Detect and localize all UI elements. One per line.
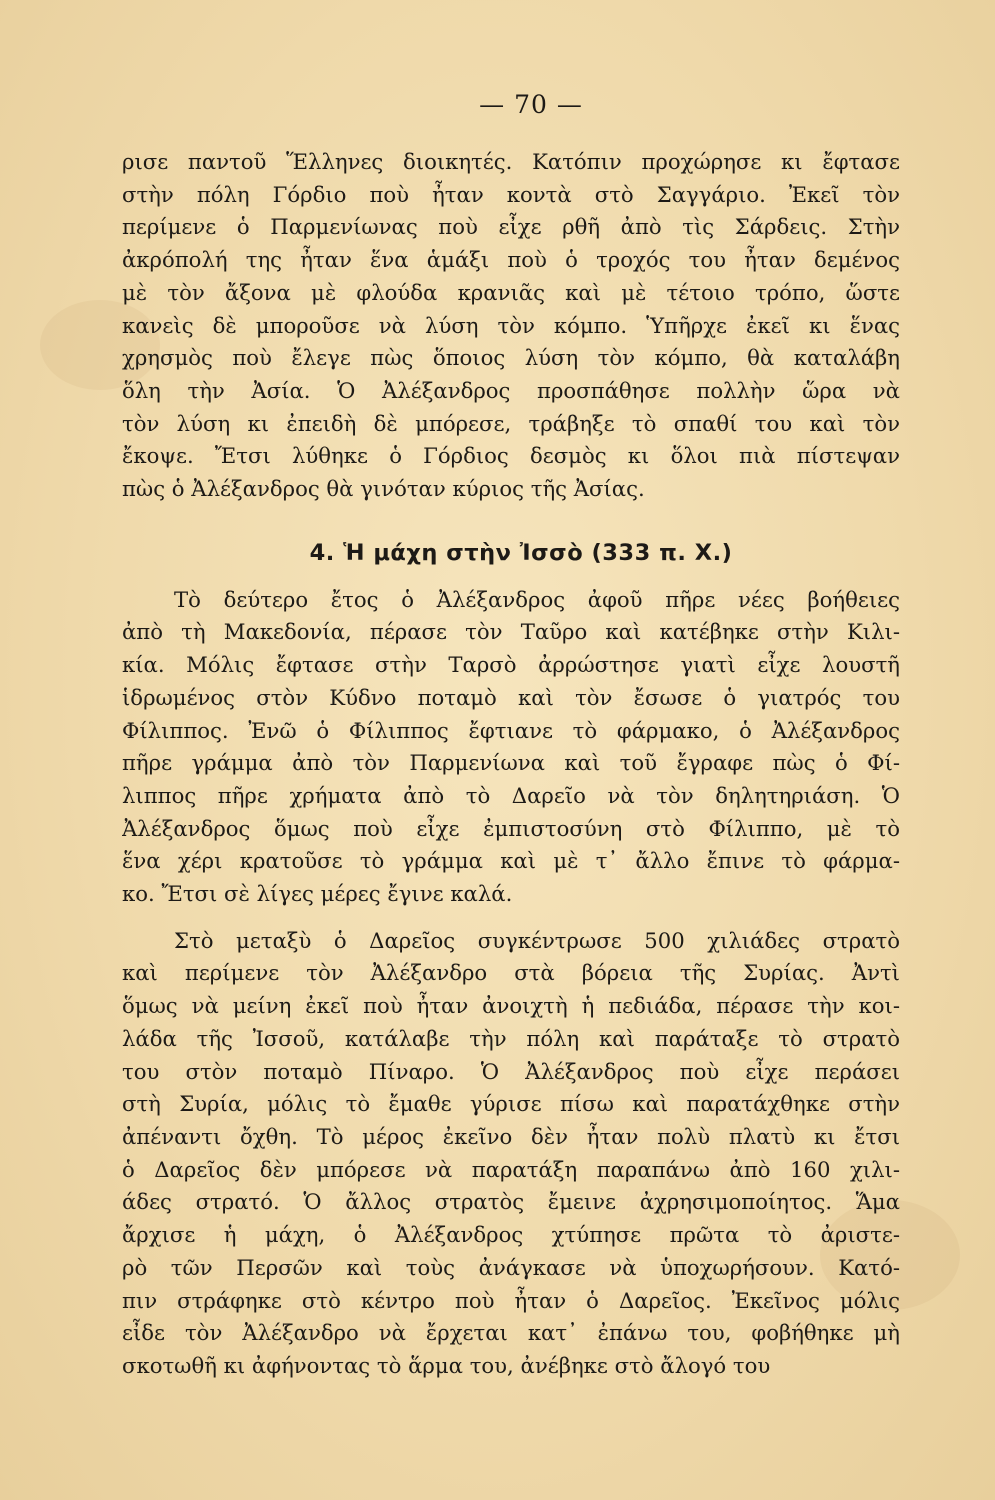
text-line: τὸν λύση κι ἐπειδὴ δὲ μπόρεσε, τράβηξε τὸ σπαθί του καὶ τὸν bbox=[122, 410, 900, 436]
text-line: Τὸ δεύτερο ἔτος ὁ Ἀλέξανδρος ἀφοῦ πῆρε νέες βοήθειες bbox=[174, 586, 900, 612]
text-line: πὼς ὁ Ἀλέξανδρος θὰ γινόταν κύριος τῆς Ἀσίας. bbox=[122, 476, 645, 502]
section-heading: 4. Ἡ μάχη στὴν Ἰσσὸ (333 π. Χ.) bbox=[309, 539, 733, 566]
text-line: κανεὶς δὲ μποροῦσε νὰ λύση τὸν κόμπο. Ὑπῆρχε ἐκεῖ κι ἕνας bbox=[122, 312, 900, 338]
text-line: κο. Ἔτσι σὲ λίγες μέρες ἔγινε καλά. bbox=[122, 881, 513, 907]
text-line: Στὸ μεταξὺ ὁ Δαρεῖος συγκέντρωσε 500 χιλιάδες στρατὸ bbox=[174, 927, 900, 953]
text-line: σκοτωθῆ κι ἀφήνοντας τὸ ἅρμα του, ἀνέβηκε στὸ ἄλογό του bbox=[122, 1352, 771, 1378]
text-line: ἀπὸ τὴ Μακεδονία, πέρασε τὸν Ταῦρο καὶ κατέβηκε στὴν Κιλι- bbox=[122, 619, 900, 645]
text-line: ἄρχισε ἡ μάχη, ὁ Ἀλέξανδρος χτύπησε πρῶτα τὸ ἀριστε- bbox=[122, 1222, 900, 1248]
text-line: του στὸν ποταμὸ Πίναρο. Ὁ Ἀλέξανδρος ποὺ εἶχε περάσει bbox=[122, 1058, 900, 1084]
text-line: Ἀλέξανδρος ὅμως ποὺ εἶχε ἐμπιστοσύνη στὸ Φίλιππο, μὲ τὸ bbox=[122, 815, 900, 841]
text-line: πιν στράφηκε στὸ κέντρο ποὺ ἦταν ὁ Δαρεῖος. Ἐκεῖνος μόλις bbox=[122, 1287, 900, 1313]
text-line: ὅλη τὴν Ἀσία. Ὁ Ἀλέξανδρος προσπάθησε πολλὴν ὥρα νὰ bbox=[122, 377, 900, 403]
text-line: λιππος πῆρε χρήματα ἀπὸ τὸ Δαρεῖο νὰ τὸν δηλητηριάση. Ὁ bbox=[122, 782, 900, 808]
text-line: ρὸ τῶν Περσῶν καὶ τοὺς ἀνάγκασε νὰ ὑποχωρήσουν. Κατό- bbox=[122, 1254, 900, 1280]
text-line: ἔκοψε. Ἔτσι λύθηκε ὁ Γόρδιος δεσμὸς κι ὅλοι πιὰ πίστεψαν bbox=[122, 443, 900, 469]
text-line: μὲ τὸν ἄξονα μὲ φλούδα κρανιᾶς καὶ μὲ τέτοιο τρόπο, ὥστε bbox=[122, 279, 900, 305]
text-line: εἶδε τὸν Ἀλέξανδρο νὰ ἔρχεται κατ᾿ ἐπάνω του, φοβήθηκε μὴ bbox=[122, 1320, 900, 1346]
text-line: άδες στρατό. Ὁ ἄλλος στρατὸς ἔμεινε ἀχρησιμοποίητος. Ἅμα bbox=[122, 1189, 900, 1215]
text-line: στὴν πόλη Γόρδιο ποὺ ἦταν κοντὰ στὸ Σαγγάριο. Ἐκεῖ τὸν bbox=[122, 181, 900, 207]
text-line: ἀπέναντι ὄχθη. Τὸ μέρος ἐκεῖνο δὲν ἦταν πολὺ πλατὺ κι ἔτσι bbox=[122, 1123, 900, 1149]
text-line: ὅμως νὰ μείνη ἐκεῖ ποὺ ἦταν ἀνοιχτὴ ἡ πεδιάδα, πέρασε τὴν κοι- bbox=[122, 993, 900, 1019]
paragraph-issus-battle bbox=[122, 925, 900, 1383]
text-line: ἀκρόπολή της ἦταν ἕνα ἁμάξι ποὺ ὁ τροχός του ἦταν δεμένος bbox=[122, 247, 900, 273]
text-line: κία. Μόλις ἔφτασε στὴν Ταρσὸ ἀρρώστησε γιατὶ εἶχε λουστῆ bbox=[122, 652, 900, 678]
text-line: πῆρε γράμμα ἀπὸ τὸν Παρμενίωνα καὶ τοῦ ἔγραφε πὼς ὁ Φί- bbox=[122, 750, 900, 776]
text-line: στὴ Συρία, μόλις τὸ ἔμαθε γύρισε πίσω καὶ παρατάχθηκε στὴν bbox=[122, 1091, 900, 1117]
text-line: χρησμὸς ποὺ ἔλεγε πὼς ὅποιος λύση τὸν κόμπο, θὰ καταλάβη bbox=[122, 345, 900, 371]
text-line: λάδα τῆς Ἰσσοῦ, κατάλαβε τὴν πόλη καὶ παράταξε τὸ στρατὸ bbox=[122, 1025, 900, 1051]
paragraph-tarsus bbox=[122, 584, 900, 911]
text-line: καὶ περίμενε τὸν Ἀλέξανδρο στὰ βόρεια τῆς Συρίας. Ἀντὶ bbox=[122, 960, 900, 986]
text-line: ἱδρωμένος στὸν Κύδνο ποταμὸ καὶ τὸν ἔσωσε ὁ γιατρός του bbox=[122, 684, 900, 710]
text-line: Φίλιππος. Ἐνῶ ὁ Φίλιππος ἔφτιανε τὸ φάρμακο, ὁ Ἀλέξανδρος bbox=[122, 717, 900, 743]
text-line: ἕνα χέρι κρατοῦσε τὸ γράμμα καὶ μὲ τ᾿ ἄλλο ἔπινε τὸ φάρμα- bbox=[122, 848, 900, 874]
paragraph-gordian-knot bbox=[122, 146, 900, 506]
text-line: ρισε παντοῦ Ἕλληνες διοικητές. Κατόπιν προχώρησε κι ἔφτασε bbox=[122, 149, 900, 174]
page-number: — 70 — bbox=[479, 90, 583, 119]
text-line: ὁ Δαρεῖος δὲν μπόρεσε νὰ παρατάξη παραπάνω ἀπὸ 160 χιλι- bbox=[122, 1156, 900, 1182]
text-line: περίμενε ὁ Παρμενίωνας ποὺ εἶχε ρθῆ ἀπὸ τὶς Σάρδεις. Στὴν bbox=[122, 214, 900, 240]
book-page bbox=[122, 88, 900, 1383]
